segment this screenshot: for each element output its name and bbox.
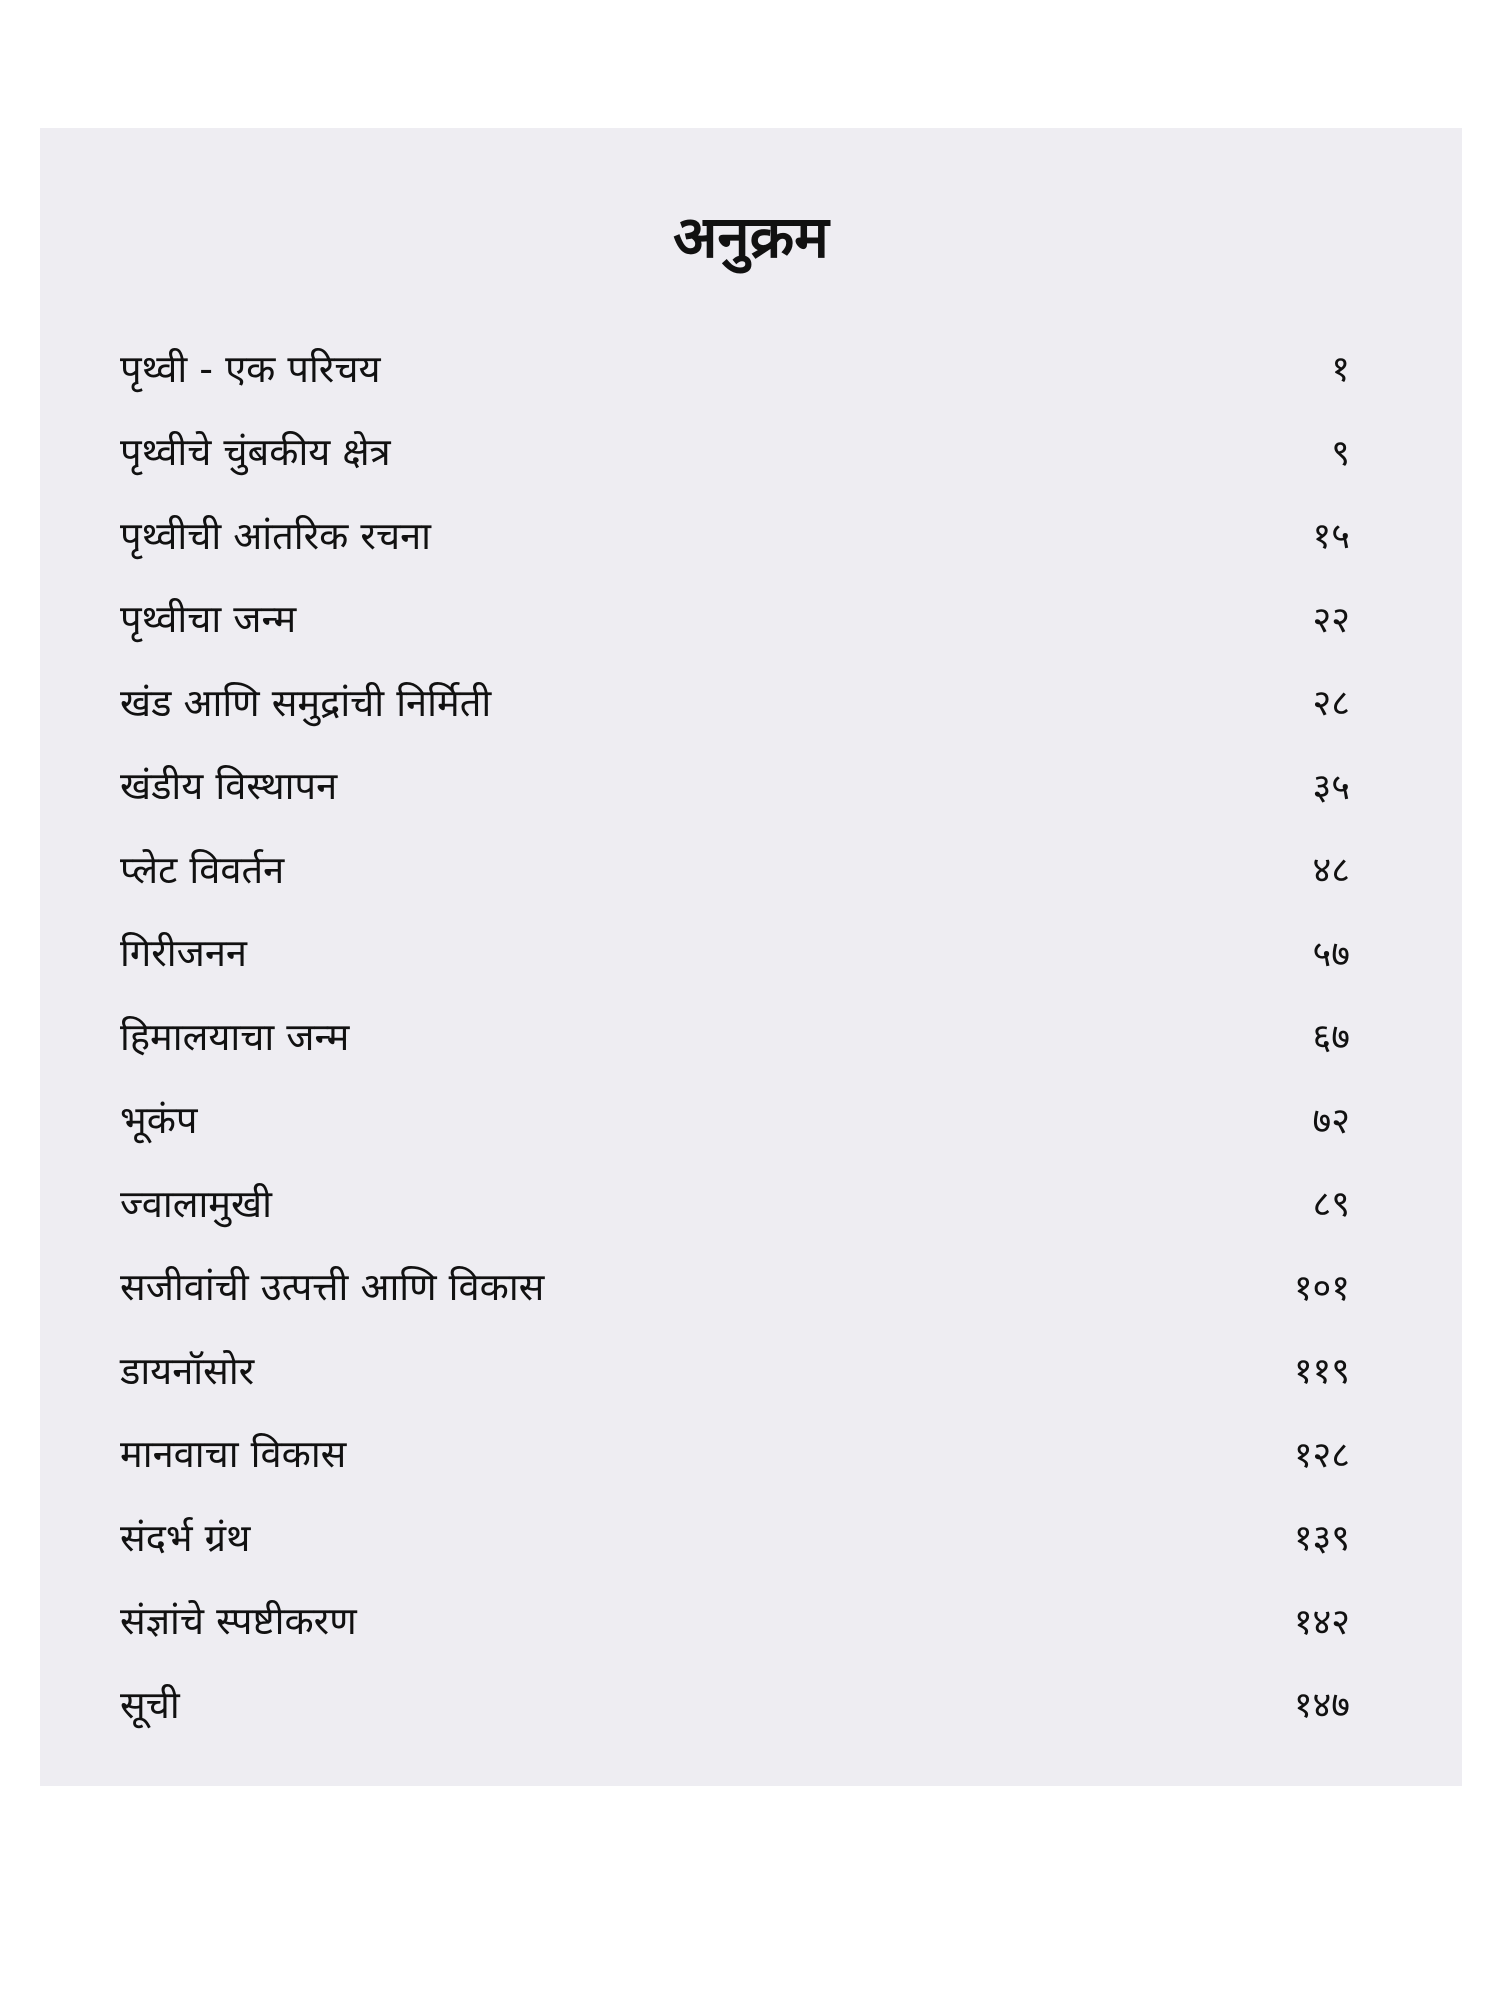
toc-entry-title: गिरीजनन xyxy=(120,931,247,976)
toc-entry xyxy=(120,577,1350,661)
toc-entry-page: ११९ xyxy=(1293,1351,1350,1393)
toc-entry-title: सूची xyxy=(120,1682,180,1727)
toc-entry-title: पृथ्वी - एक परिचय xyxy=(120,346,381,391)
toc-entry-title: भूकंप xyxy=(120,1098,198,1143)
toc-entry xyxy=(120,1495,1350,1579)
toc-entry-page: ४८ xyxy=(1312,850,1350,892)
toc-entry-page: २८ xyxy=(1312,683,1350,725)
toc-entry xyxy=(120,1662,1350,1746)
toc-entry xyxy=(120,660,1350,744)
table-of-contents xyxy=(120,326,1350,1746)
toc-entry-page: १५ xyxy=(1312,516,1350,558)
toc-entry-page: १४२ xyxy=(1293,1601,1350,1643)
toc-entry-page: ८९ xyxy=(1312,1184,1350,1226)
toc-entry-page: १४७ xyxy=(1293,1685,1350,1727)
toc-entry-title: डायनॉसोर xyxy=(120,1348,255,1393)
toc-entry xyxy=(120,1412,1350,1496)
toc-entry-page: १२८ xyxy=(1293,1434,1350,1476)
toc-entry-title: संदर्भ ग्रंथ xyxy=(120,1515,251,1560)
toc-entry xyxy=(120,994,1350,1078)
toc-entry xyxy=(120,326,1350,410)
toc-entry-title: पृथ्वीचा जन्म xyxy=(120,597,297,642)
toc-entry xyxy=(120,827,1350,911)
toc-entry xyxy=(120,744,1350,828)
toc-entry-title: हिमालयाचा जन्म xyxy=(120,1014,350,1059)
toc-entry xyxy=(120,1245,1350,1329)
book-page xyxy=(40,128,1462,1786)
toc-entry xyxy=(120,1078,1350,1162)
toc-entry-page: ९ xyxy=(1331,432,1350,474)
toc-entry-title: मानवाचा विकास xyxy=(120,1432,347,1477)
toc-entry xyxy=(120,1328,1350,1412)
toc-entry-page: ३५ xyxy=(1312,766,1350,808)
toc-entry-page: १३९ xyxy=(1293,1518,1350,1560)
toc-entry-page: १ xyxy=(1331,349,1350,391)
toc-entry-title: सजीवांची उत्पत्ती आणि विकास xyxy=(120,1265,545,1310)
page-title: अनुक्रम xyxy=(673,202,829,271)
toc-entry-page: ६७ xyxy=(1312,1017,1350,1059)
toc-entry-title: ज्वालामुखी xyxy=(120,1181,272,1226)
toc-entry-title: खंडीय विस्थापन xyxy=(120,764,338,809)
toc-entry-title: प्लेट विवर्तन xyxy=(120,847,285,892)
toc-entry-page: १०१ xyxy=(1293,1267,1350,1309)
toc-entry xyxy=(120,410,1350,494)
toc-entry xyxy=(120,493,1350,577)
toc-entry-title: संज्ञांचे स्पष्टीकरण xyxy=(120,1599,357,1644)
toc-entry xyxy=(120,1161,1350,1245)
toc-entry-page: २२ xyxy=(1312,599,1350,641)
toc-entry-page: ५७ xyxy=(1312,933,1350,975)
toc-entry-page: ७२ xyxy=(1312,1100,1350,1142)
toc-entry-title: पृथ्वीची आंतरिक रचना xyxy=(120,513,432,558)
toc-entry xyxy=(120,1579,1350,1663)
toc-entry xyxy=(120,911,1350,995)
toc-entry-title: खंड आणि समुद्रांची निर्मिती xyxy=(120,680,492,725)
toc-entry-title: पृथ्वीचे चुंबकीय क्षेत्र xyxy=(120,430,391,475)
